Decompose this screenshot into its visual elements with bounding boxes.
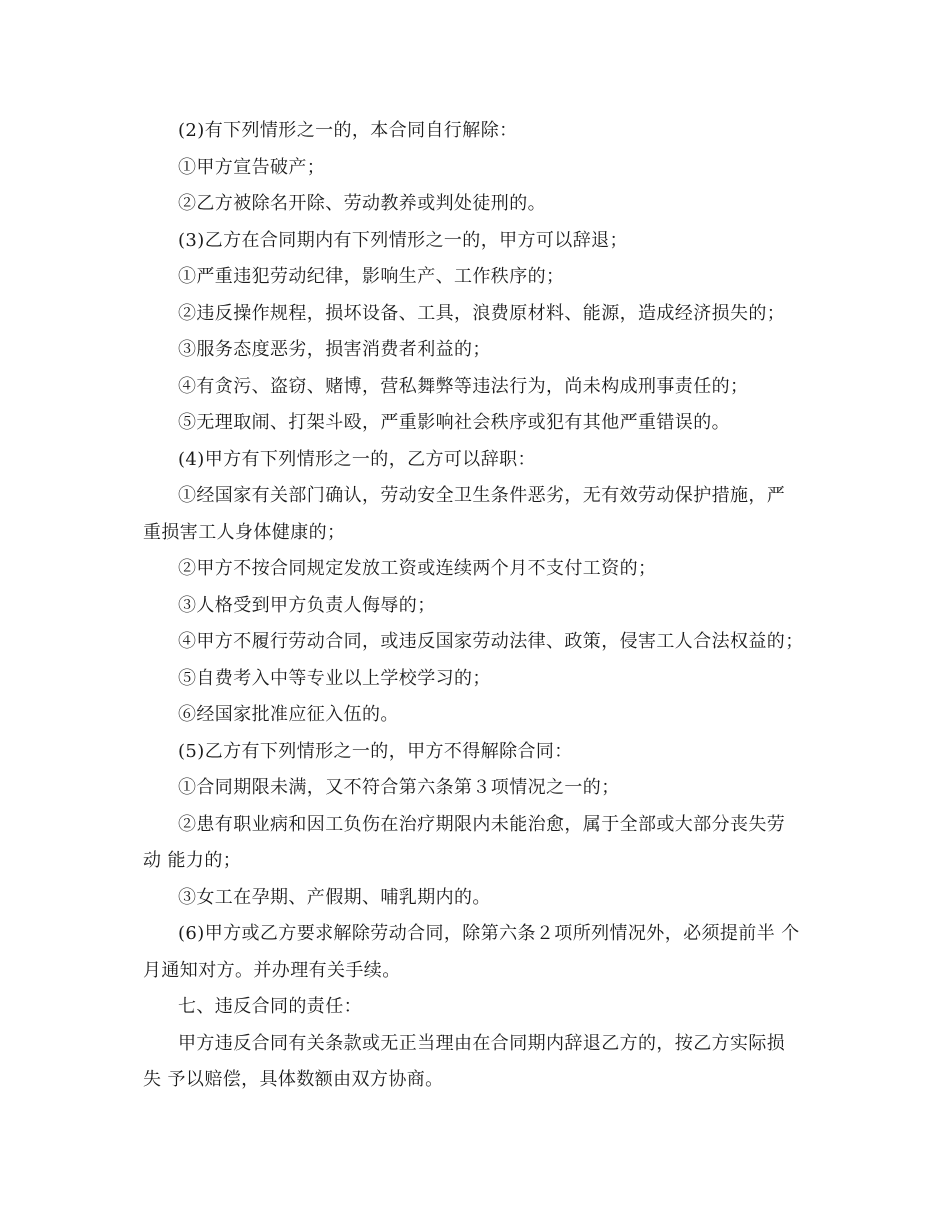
section-7-text: 甲方违反合同有关条款或无正当理由在合同期内辞退乙方的，按乙方实际损: [178, 1033, 786, 1054]
clause-6-3-item-4: ④有贪污、盗窃、赌博，营私舞弊等违法行为，尚未构成刑事责任的；: [178, 376, 749, 397]
clause-6-4-item-1: ①经国家有关部门确认，劳动安全卫生条件恶劣，无有效劳动保护措施，严: [178, 485, 786, 506]
clause-6-6-text: (6)甲方或乙方要求解除劳动合同，除第六条２项所列情况外，必须提前半 个: [178, 923, 800, 944]
clause-6-4-item-5: ⑤自费考入中等专业以上学校学习的；: [178, 668, 491, 689]
clause-6-4-heading: (4)甲方有下列情形之一的，乙方可以辞职：: [178, 449, 536, 470]
clause-6-4-item-2: ②甲方不按合同规定发放工资或连续两个月不支付工资的；: [178, 558, 657, 579]
clause-6-4-item-4: ④甲方不履行劳动合同，或违反国家劳动法律、政策，侵害工人合法权益的；: [178, 631, 804, 652]
clause-6-3-item-3: ③服务态度恶劣，损害消费者利益的；: [178, 339, 491, 360]
clause-6-2-item-2: ②乙方被除名开除、劳动教养或判处徒刑的。: [178, 193, 546, 214]
clause-6-5-item-2-cont: 动 能力的；: [143, 850, 242, 871]
section-7-heading: 七、违反合同的责任：: [178, 996, 362, 1017]
section-7-text-cont: 失 予以赔偿，具体数额由双方协商。: [143, 1069, 444, 1090]
clause-6-3-heading: (3)乙方在合同期内有下列情形之一的，甲方可以辞退；: [178, 230, 628, 251]
clause-6-6-text-cont: 月通知对方。并办理有关手续。: [143, 960, 401, 981]
clause-6-2-item-1: ①甲方宣告破产；: [178, 157, 326, 178]
clause-6-5-heading: (5)乙方有下列情形之一的，甲方不得解除合同：: [178, 741, 573, 762]
clause-6-5-item-3: ③女工在孕期、产假期、哺乳期内的。: [178, 887, 491, 908]
clause-6-3-item-2: ②违反操作规程，损坏设备、工具，浪费原材料、能源，造成经济损失的；: [178, 303, 786, 324]
clause-6-4-item-1-cont: 重损害工人身体健康的；: [143, 522, 346, 543]
clause-6-3-item-5: ⑤无理取闹、打架斗殴，严重影响社会秩序或犯有其他严重错误的。: [178, 412, 730, 433]
clause-6-2-heading: (2)有下列情形之一的，本合同自行解除：: [178, 120, 518, 141]
clause-6-5-item-2: ②患有职业病和因工负伤在治疗期限内未能治愈，属于全部或大部分丧失劳: [178, 814, 786, 835]
clause-6-4-item-6: ⑥经国家批准应征入伍的。: [178, 704, 399, 725]
clause-6-3-item-1: ①严重违犯劳动纪律，影响生产、工作秩序的；: [178, 266, 565, 287]
clause-6-4-item-3: ③人格受到甲方负责人侮辱的；: [178, 595, 436, 616]
clause-6-5-item-1: ①合同期限未满，又不符合第六条第３项情况之一的；: [178, 777, 620, 798]
